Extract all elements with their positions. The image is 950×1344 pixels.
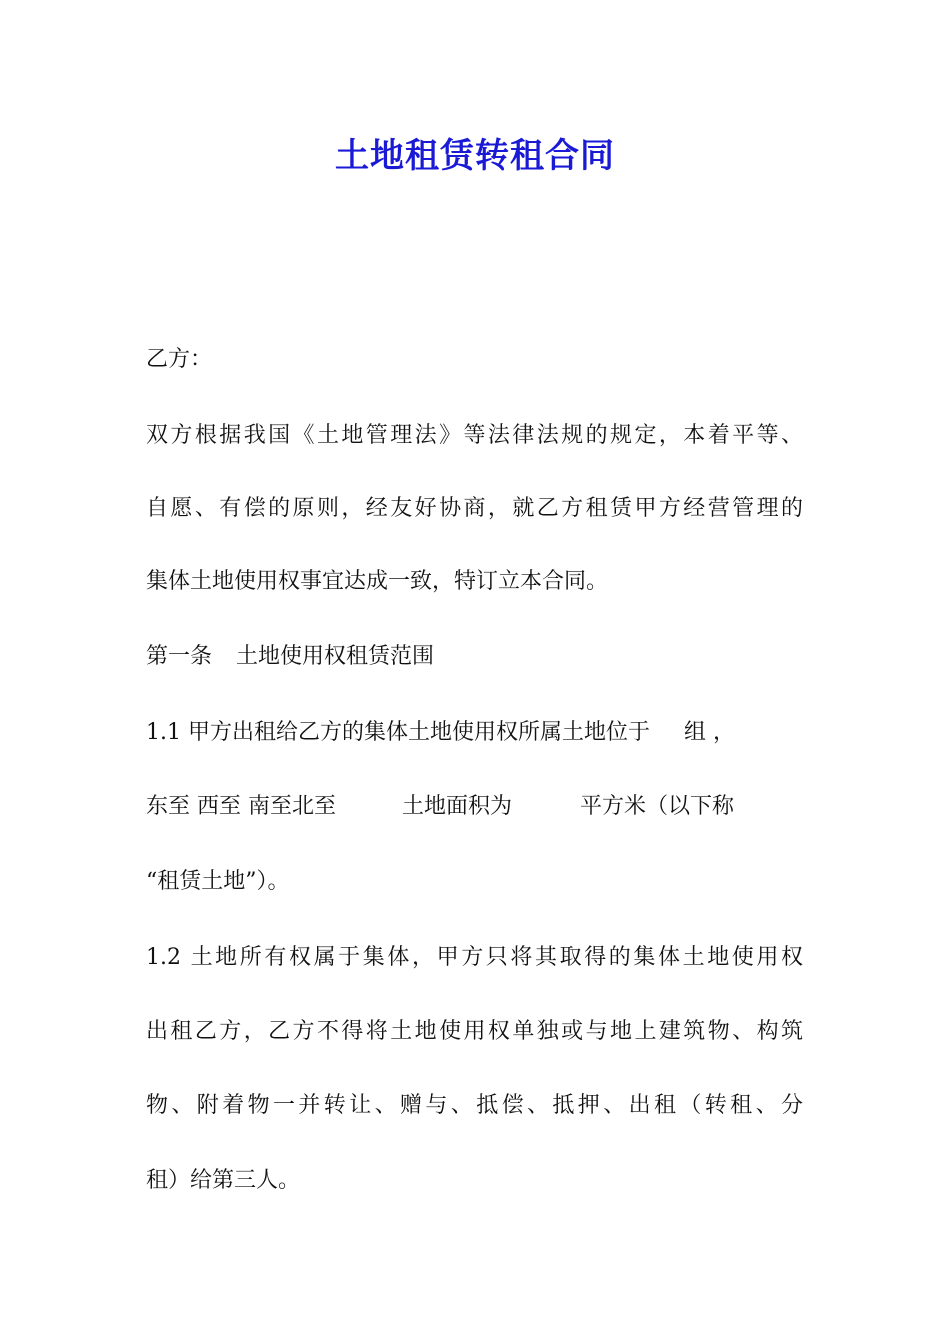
article-1-heading bbox=[146, 642, 434, 672]
clause-1-1-boundaries-text: 东至 西至 南至北至 bbox=[146, 794, 336, 819]
clause-1-2-line-2: 出租乙方，乙方不得将土地使用权单独或与地上建筑物、构筑 bbox=[146, 1019, 803, 1044]
intro-line-1: 双方根据我国《土地管理法》等法律法规的规定，本着平等、 bbox=[146, 423, 803, 448]
clause-1-1-line-1 bbox=[146, 718, 735, 748]
article-1-number: 第一条 bbox=[146, 644, 213, 669]
party-b-label: 乙方： bbox=[146, 347, 213, 372]
document-title: 土地租赁转租合同 bbox=[335, 136, 615, 176]
clause-1-1-location-text: 1.1 甲方出租给乙方的集体土地使用权所属土地位于 bbox=[146, 720, 650, 745]
clause-1-1-group-text: 组 ， bbox=[683, 720, 735, 745]
clause-1-2-line-1: 1.2 土地所有权属于集体，甲方只将其取得的集体土地使用权 bbox=[146, 945, 803, 970]
article-1-title: 土地使用权租赁范围 bbox=[236, 644, 435, 669]
clause-1-1-line-2 bbox=[146, 792, 734, 822]
clause-1-2-line-3: 物、附着物一并转让、赠与、抵偿、抵押、出租（转租、分 bbox=[146, 1093, 803, 1118]
intro-line-3: 集体土地使用权事宜达成一致，特订立本合同。 bbox=[146, 569, 609, 594]
clause-1-2-line-4: 租）给第三人。 bbox=[146, 1168, 301, 1193]
clause-1-1-line-3: “租赁土地”）。 bbox=[146, 869, 290, 894]
clause-1-1-area-text: 土地面积为 bbox=[402, 794, 513, 819]
intro-line-2: 自愿、有偿的原则，经友好协商，就乙方租赁甲方经营管理的 bbox=[146, 496, 803, 521]
clause-1-1-unit-text: 平方米（以下称 bbox=[580, 794, 735, 819]
